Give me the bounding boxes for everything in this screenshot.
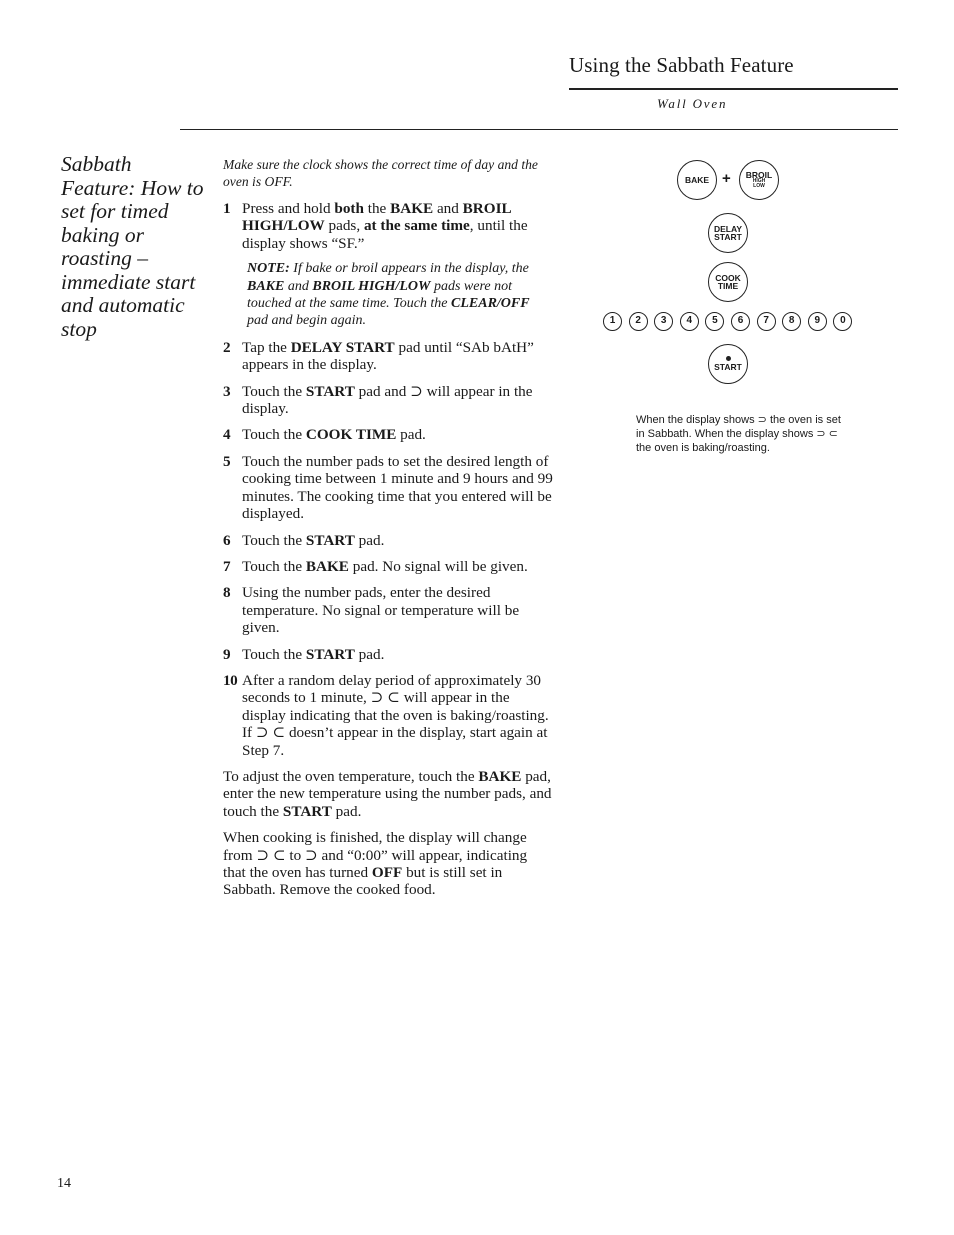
step-text-bold: both xyxy=(334,200,364,217)
step-text: pad. xyxy=(354,531,385,549)
step-3 xyxy=(223,383,553,418)
number-pad-3: 3 xyxy=(654,312,673,331)
step-text: After a random delay period of approximately 30 seconds to 1 minute, ⊃ ⊂ will appear in the display indicating that the oven is baking/roasting. If ⊃ ⊂ doesn’t appear in the display, start again at Step 7. xyxy=(242,671,549,759)
cook-time-label-1: COOK xyxy=(715,272,741,283)
number-pad-4: 4 xyxy=(680,312,699,331)
para-text-bold: BAKE xyxy=(478,767,522,785)
note-label: NOTE: xyxy=(247,261,290,277)
start-indicator-dot xyxy=(726,356,731,361)
step-text-bold: START xyxy=(305,382,355,400)
page-title: Using the Sabbath Feature xyxy=(569,53,794,77)
para-text: pad. xyxy=(331,802,362,820)
note-text-bold: BROIL HIGH/LOW xyxy=(312,278,431,294)
para-text: but is still set in Sabbath. Remove the cooked food. xyxy=(223,864,503,899)
delay-start-label-1: DELAY xyxy=(713,223,743,234)
step-number: 9 xyxy=(223,645,231,663)
step-number: 7 xyxy=(223,557,231,575)
step-text-bold: START xyxy=(305,531,355,549)
step-10 xyxy=(223,672,553,759)
number-pad-1: 1 xyxy=(603,312,622,331)
section-divider xyxy=(180,129,898,130)
delay-start-pad xyxy=(708,213,748,253)
intro-text: Make sure the clock shows the correct time of day and the oven is OFF. xyxy=(223,157,538,189)
note-text: and xyxy=(284,278,313,294)
step-text-bold: BAKE xyxy=(305,557,349,575)
delay-start-label-2: START xyxy=(714,232,742,242)
step-text: pad. xyxy=(396,426,426,444)
start-pad xyxy=(708,344,748,384)
step-4 xyxy=(223,426,553,443)
cook-time-pad xyxy=(708,262,748,302)
finished-paragraph xyxy=(223,829,553,899)
number-pad-6: 6 xyxy=(731,312,750,331)
note xyxy=(247,260,543,330)
page-number: 14 xyxy=(57,1176,71,1191)
step-text: pad and ⊃ will appear in the display. xyxy=(242,382,533,418)
number-pad-8: 8 xyxy=(782,312,801,331)
step-text-bold: DELAY START xyxy=(290,338,395,356)
step-text: and xyxy=(433,200,463,217)
step-1 xyxy=(223,200,553,252)
step-text: pad. xyxy=(354,645,385,663)
para-text-bold: OFF xyxy=(371,864,403,881)
step-text-bold: BAKE xyxy=(390,200,434,217)
step-number: 10 xyxy=(223,671,238,689)
number-pad-9: 9 xyxy=(808,312,827,331)
step-text: pad until “SAb bAtH” appears in the display. xyxy=(242,338,534,374)
number-pad-5: 5 xyxy=(705,312,724,331)
note-text-bold: CLEAR/OFF xyxy=(451,296,530,312)
bake-pad xyxy=(677,160,717,200)
side-heading: Sabbath Feature: How to set for timed baking or roasting – immediate start and automatic stop xyxy=(61,152,204,341)
step-number: 6 xyxy=(223,531,231,549)
number-pad-7: 7 xyxy=(757,312,776,331)
keypad-diagram xyxy=(600,158,860,388)
step-text: pads, xyxy=(324,217,364,235)
note-text: pad and begin again. xyxy=(247,313,366,329)
note-text: If bake or broil appears in the display, the xyxy=(289,261,529,277)
step-text: , until the display shows “SF.” xyxy=(242,217,528,252)
para-text: To adjust the oven temperature, touch the xyxy=(223,767,479,785)
step-number: 8 xyxy=(223,584,231,602)
adjust-paragraph xyxy=(223,768,553,820)
step-text: Touch the xyxy=(242,426,306,444)
number-pad-0: 0 xyxy=(833,312,852,331)
step-text-bold: at the same time xyxy=(363,217,470,235)
step-text: Touch the number pads to set the desired length of cooking time between 1 minute and 9 hours and 99 minutes. The cooking time that you entered will be displayed. xyxy=(242,452,553,523)
step-number: 4 xyxy=(223,426,231,444)
step-text-bold: COOK TIME xyxy=(305,426,397,444)
diagram-caption: When the display shows ⊃ the oven is set in Sabbath. When the display shows ⊃ ⊂ the oven is baking/roasting. xyxy=(636,414,841,454)
broil-pad-label: BROIL xyxy=(745,169,773,180)
step-text: Using the number pads, enter the desired temperature. No signal or temperature will be given. xyxy=(242,584,520,637)
step-text: Touch the xyxy=(242,645,306,663)
step-text: pad. No signal will be given. xyxy=(348,557,528,575)
note-text-bold: BAKE xyxy=(247,278,285,294)
step-text: Touch the xyxy=(242,382,306,400)
step-5 xyxy=(223,453,553,523)
step-number: 3 xyxy=(223,382,231,400)
header-rule xyxy=(569,88,898,90)
broil-high-label: HIGH xyxy=(752,178,766,185)
step-7 xyxy=(223,558,553,575)
step-text: Touch the xyxy=(242,557,306,575)
bake-pad-label: BAKE xyxy=(684,174,710,185)
step-text: Press and hold xyxy=(242,200,335,217)
page-subtitle: Wall Oven xyxy=(657,96,728,111)
step-6 xyxy=(223,532,553,549)
step-text-bold: BROIL HIGH/LOW xyxy=(242,200,511,235)
step-number: 1 xyxy=(223,200,231,217)
para-text: When cooking is finished, the display will change from ⊃ ⊂ to ⊃ and “0:00” will appear, indicating that the oven has turned xyxy=(223,829,528,881)
plus-sign: + xyxy=(722,170,731,187)
step-text-bold: START xyxy=(305,645,355,663)
step-text: Touch the xyxy=(242,531,306,549)
step-9 xyxy=(223,646,553,663)
step-8 xyxy=(223,584,553,636)
para-text: pad, enter the new temperature using the number pads, and touch the xyxy=(223,767,552,820)
note-text: pads were not touched at the same time. Touch the xyxy=(247,278,513,312)
start-pad-label: START xyxy=(714,362,742,373)
broil-low-label: LOW xyxy=(753,183,765,190)
number-pad-2: 2 xyxy=(629,312,648,331)
step-text: the xyxy=(363,200,391,217)
cook-time-label-2: TIME xyxy=(717,281,739,291)
broil-high-low-pad xyxy=(739,160,779,200)
step-number: 2 xyxy=(223,338,231,356)
step-number: 5 xyxy=(223,452,231,470)
instructions-column xyxy=(223,156,553,908)
step-2 xyxy=(223,339,553,374)
step-text: Tap the xyxy=(242,338,291,356)
para-text-bold: START xyxy=(282,802,332,820)
